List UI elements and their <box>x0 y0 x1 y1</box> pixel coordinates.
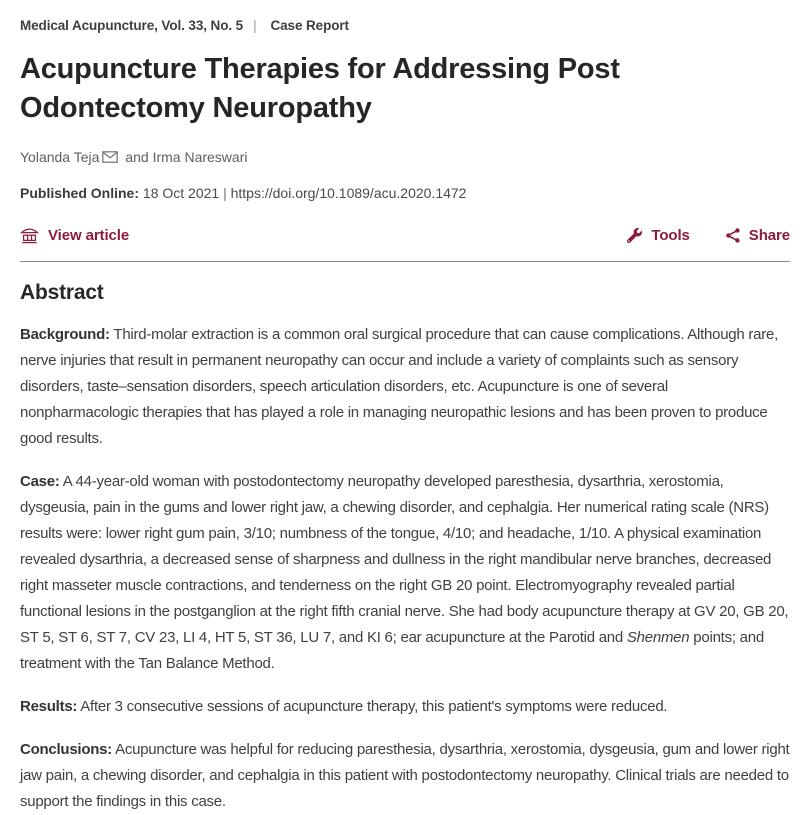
published-separator: | <box>223 185 227 201</box>
abstract-conclusions-paragraph <box>20 737 790 815</box>
envelope-icon[interactable] <box>102 150 118 166</box>
tools-label: Tools <box>651 227 690 244</box>
author-connector: and <box>125 149 149 165</box>
breadcrumb-category: Case Report <box>270 18 349 33</box>
share-button[interactable] <box>726 227 790 244</box>
section-divider <box>20 261 790 262</box>
toolbar-right-group <box>627 227 790 244</box>
page-title: Acupuncture Therapies for Addressing Post Odontectomy Neuropathy <box>20 53 620 124</box>
institution-icon <box>20 227 39 244</box>
tools-button[interactable] <box>627 227 689 244</box>
published-line <box>20 185 790 201</box>
article-toolbar <box>20 227 790 244</box>
author-link-1[interactable]: Yolanda Teja <box>20 149 100 165</box>
view-article-label: View article <box>48 227 130 244</box>
abstract-heading: Abstract <box>20 281 104 304</box>
background-text: Third-molar extraction is a common oral surgical procedure that can cause complications. Although rare, nerve injuries that result in permanent neuropathy can occur and include a variety of complaints such as sensory disorders, taste–sensation disorders, speech articulation disorders, etc. Acupuncture is one of several nonpharmacologic therapies that has played a role in managing neuropathic lesions and has been proven to produce good results. <box>20 326 778 447</box>
conclusions-label: Conclusions: <box>20 741 113 758</box>
abstract-case-paragraph <box>20 469 790 677</box>
case-text-after: points; and treatment with the Tan Balance Method. <box>20 629 764 672</box>
background-label: Background: <box>20 326 110 343</box>
case-italic-term: Shenmen <box>626 629 690 646</box>
abstract-background-paragraph <box>20 322 790 452</box>
share-nodes-icon <box>726 228 740 243</box>
breadcrumb-separator: | <box>253 18 257 33</box>
author-line <box>20 149 790 166</box>
breadcrumb <box>20 18 790 33</box>
doi-link[interactable]: https://doi.org/10.1089/acu.2020.1472 <box>230 185 467 201</box>
published-date: 18 Oct 2021 <box>142 185 220 201</box>
share-label: Share <box>748 227 790 244</box>
author-link-2[interactable]: Irma Nareswari <box>152 149 248 165</box>
view-article-button[interactable] <box>20 227 129 244</box>
breadcrumb-journal-link[interactable]: Medical Acupuncture, Vol. 33, No. 5 <box>20 18 244 33</box>
wrench-icon <box>627 228 642 243</box>
results-label: Results: <box>20 698 78 715</box>
results-text: After 3 consecutive sessions of acupuncture therapy, this patient's symptoms were reduced. <box>80 698 668 715</box>
case-text-before: A 44-year-old woman with postodontectomy neuropathy developed paresthesia, dysarthria, xerostomia, dysgeusia, pain in the gums and lower right jaw, a chewing disorder, and cephalgia. Her numerical rating scale (NRS) results were: lower right gum pain, 3/10; numbness of the tongue, 4/10; and headache, 1/10. A physical examination revealed dysarthria, a decreased sense of sharpness and dullness in the right mandibular nerve branches, decreased right masseter muscle contractions, and tenderness on the right GB 20 point. Electromyography revealed partial functional lesions in the postganglion at the right fifth cranial nerve. She had body acupuncture therapy at GV 20, GB 20, ST 5, ST 6, ST 7, CV 23, LI 4, HT 5, ST 36, LU 7, and KI 6; ear acupuncture at the Parotid and <box>20 473 789 646</box>
conclusions-text: Acupuncture was helpful for reducing paresthesia, dysarthria, xerostomia, dysgeusia, gum and lower right jaw pain, a chewing disorder, and cephalgia in this patient with postodontectomy neuropathy. Clinical trials are needed to support the findings in this case. <box>20 741 790 810</box>
published-label: Published Online: <box>20 185 140 201</box>
abstract-results-paragraph <box>20 694 790 720</box>
case-label: Case: <box>20 473 60 490</box>
